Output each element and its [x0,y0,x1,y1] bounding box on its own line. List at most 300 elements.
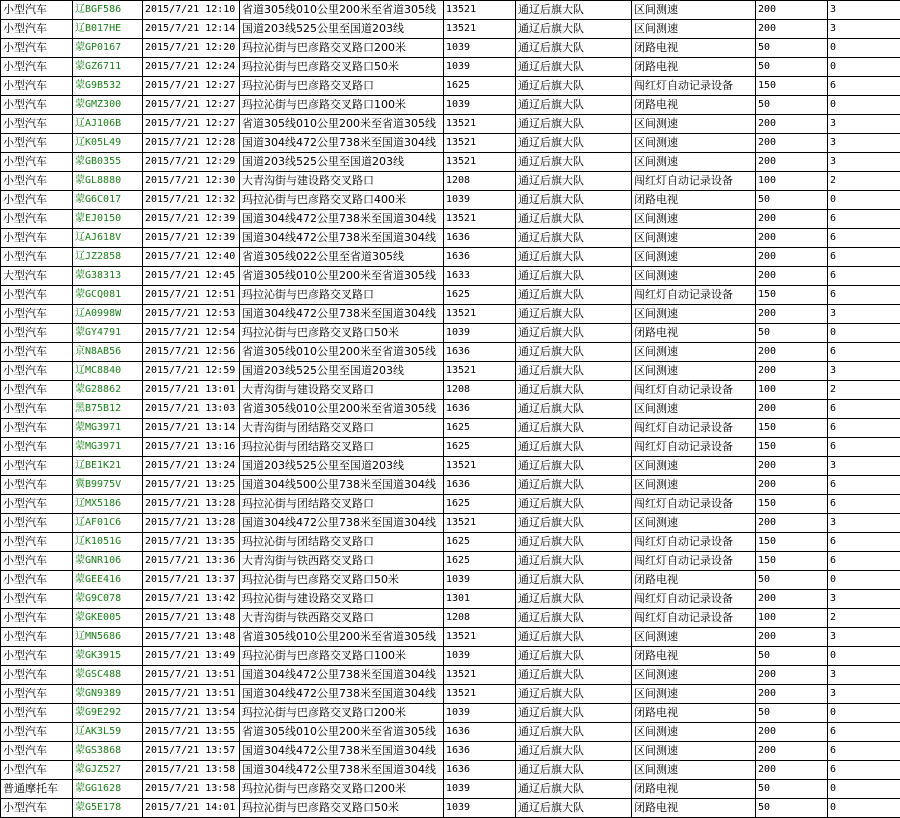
capture-method-cell[interactable]: 闯红灯自动记录设备 [632,381,756,400]
violation-time-cell[interactable]: 2015/7/21 13:58 [143,780,240,799]
location-cell[interactable]: 省道305线010公里200米至省道305线 [240,267,444,286]
violation-time-cell[interactable]: 2015/7/21 12:29 [143,153,240,172]
agency-cell[interactable]: 通辽后旗大队 [516,609,632,628]
points-cell[interactable]: 2 [828,609,900,628]
agency-cell[interactable]: 通辽后旗大队 [516,495,632,514]
location-cell[interactable]: 玛拉沁街与巴彦路交叉路口200米 [240,780,444,799]
plate-number-cell[interactable]: 蒙GN9389 [73,685,143,704]
points-cell[interactable]: 3 [828,457,900,476]
location-cell[interactable]: 大青沟街与建设路交叉路口 [240,381,444,400]
agency-cell[interactable]: 通辽后旗大队 [516,704,632,723]
capture-method-cell[interactable]: 闯红灯自动记录设备 [632,552,756,571]
capture-method-cell[interactable]: 闯红灯自动记录设备 [632,590,756,609]
violation-time-cell[interactable]: 2015/7/21 12:28 [143,134,240,153]
vehicle-type-cell[interactable]: 小型汽车 [1,96,73,115]
plate-number-cell[interactable]: 辽AJ618V [73,229,143,248]
table-row[interactable] [1,229,900,248]
table-row[interactable] [1,685,900,704]
fine-amount-cell[interactable]: 150 [756,419,828,438]
plate-number-cell[interactable]: 辽K05L49 [73,134,143,153]
location-cell[interactable]: 大青沟街与铁西路交叉路口 [240,552,444,571]
points-cell[interactable]: 6 [828,533,900,552]
violation-code-cell[interactable]: 1633 [444,267,516,286]
violation-time-cell[interactable]: 2015/7/21 12:24 [143,58,240,77]
table-row[interactable] [1,723,900,742]
points-cell[interactable]: 0 [828,571,900,590]
table-row[interactable] [1,552,900,571]
plate-number-cell[interactable]: 蒙GS3868 [73,742,143,761]
agency-cell[interactable]: 通辽后旗大队 [516,780,632,799]
agency-cell[interactable]: 通辽后旗大队 [516,210,632,229]
points-cell[interactable]: 6 [828,400,900,419]
agency-cell[interactable]: 通辽后旗大队 [516,799,632,818]
plate-number-cell[interactable]: 蒙G6C017 [73,191,143,210]
capture-method-cell[interactable]: 区间测速 [632,362,756,381]
fine-amount-cell[interactable]: 200 [756,153,828,172]
fine-amount-cell[interactable]: 150 [756,77,828,96]
violation-code-cell[interactable]: 1208 [444,172,516,191]
violation-time-cell[interactable]: 2015/7/21 12:59 [143,362,240,381]
vehicle-type-cell[interactable]: 小型汽车 [1,229,73,248]
violation-time-cell[interactable]: 2015/7/21 13:35 [143,533,240,552]
vehicle-type-cell[interactable]: 小型汽车 [1,533,73,552]
violation-code-cell[interactable]: 13521 [444,115,516,134]
violation-code-cell[interactable]: 1039 [444,571,516,590]
agency-cell[interactable]: 通辽后旗大队 [516,96,632,115]
points-cell[interactable]: 0 [828,647,900,666]
table-row[interactable] [1,343,900,362]
table-row[interactable] [1,419,900,438]
location-cell[interactable]: 玛拉沁街与巴彦路交叉路口50米 [240,324,444,343]
capture-method-cell[interactable]: 闭路电视 [632,191,756,210]
violation-code-cell[interactable]: 13521 [444,666,516,685]
plate-number-cell[interactable]: 蒙GSC488 [73,666,143,685]
points-cell[interactable]: 0 [828,191,900,210]
vehicle-type-cell[interactable]: 小型汽车 [1,172,73,191]
vehicle-type-cell[interactable]: 小型汽车 [1,552,73,571]
plate-number-cell[interactable]: 辽B017HE [73,20,143,39]
points-cell[interactable]: 3 [828,134,900,153]
agency-cell[interactable]: 通辽后旗大队 [516,419,632,438]
location-cell[interactable]: 省道305线022公里至省道305线 [240,248,444,267]
violation-time-cell[interactable]: 2015/7/21 13:36 [143,552,240,571]
agency-cell[interactable]: 通辽后旗大队 [516,191,632,210]
violation-time-cell[interactable]: 2015/7/21 13:48 [143,609,240,628]
violation-code-cell[interactable]: 13521 [444,134,516,153]
location-cell[interactable]: 玛拉沁街与巴彦路交叉路口50米 [240,571,444,590]
fine-amount-cell[interactable]: 200 [756,685,828,704]
violation-time-cell[interactable]: 2015/7/21 13:16 [143,438,240,457]
table-row[interactable] [1,381,900,400]
fine-amount-cell[interactable]: 50 [756,647,828,666]
violation-code-cell[interactable]: 1636 [444,229,516,248]
violation-code-cell[interactable]: 1039 [444,647,516,666]
fine-amount-cell[interactable]: 50 [756,324,828,343]
capture-method-cell[interactable]: 区间测速 [632,723,756,742]
capture-method-cell[interactable]: 区间测速 [632,476,756,495]
capture-method-cell[interactable]: 区间测速 [632,628,756,647]
agency-cell[interactable]: 通辽后旗大队 [516,20,632,39]
violation-code-cell[interactable]: 13521 [444,362,516,381]
points-cell[interactable]: 3 [828,153,900,172]
fine-amount-cell[interactable]: 200 [756,248,828,267]
agency-cell[interactable]: 通辽后旗大队 [516,1,632,20]
table-row[interactable] [1,115,900,134]
fine-amount-cell[interactable]: 50 [756,39,828,58]
table-row[interactable] [1,210,900,229]
violation-code-cell[interactable]: 1625 [444,533,516,552]
violation-time-cell[interactable]: 2015/7/21 13:42 [143,590,240,609]
plate-number-cell[interactable]: 黑B75B12 [73,400,143,419]
fine-amount-cell[interactable]: 50 [756,58,828,77]
location-cell[interactable]: 省道305线010公里200米至省道305线 [240,628,444,647]
table-row[interactable] [1,153,900,172]
points-cell[interactable]: 0 [828,39,900,58]
agency-cell[interactable]: 通辽后旗大队 [516,305,632,324]
capture-method-cell[interactable]: 区间测速 [632,666,756,685]
fine-amount-cell[interactable]: 200 [756,210,828,229]
violation-code-cell[interactable]: 1625 [444,438,516,457]
violation-time-cell[interactable]: 2015/7/21 13:49 [143,647,240,666]
violation-code-cell[interactable]: 1625 [444,419,516,438]
agency-cell[interactable]: 通辽后旗大队 [516,476,632,495]
table-row[interactable] [1,362,900,381]
fine-amount-cell[interactable]: 200 [756,590,828,609]
violation-code-cell[interactable]: 1636 [444,723,516,742]
location-cell[interactable]: 省道305线010公里200米至省道305线 [240,400,444,419]
plate-number-cell[interactable]: 蒙GMZ300 [73,96,143,115]
points-cell[interactable]: 6 [828,419,900,438]
fine-amount-cell[interactable]: 200 [756,1,828,20]
points-cell[interactable]: 2 [828,172,900,191]
capture-method-cell[interactable]: 区间测速 [632,229,756,248]
table-row[interactable] [1,704,900,723]
vehicle-type-cell[interactable]: 小型汽车 [1,39,73,58]
fine-amount-cell[interactable]: 200 [756,134,828,153]
capture-method-cell[interactable]: 闯红灯自动记录设备 [632,533,756,552]
plate-number-cell[interactable]: 蒙G28862 [73,381,143,400]
violation-code-cell[interactable]: 1039 [444,96,516,115]
location-cell[interactable]: 国道304线472公里738米至国道304线 [240,229,444,248]
points-cell[interactable]: 0 [828,799,900,818]
violation-time-cell[interactable]: 2015/7/21 12:27 [143,96,240,115]
points-cell[interactable]: 3 [828,20,900,39]
agency-cell[interactable]: 通辽后旗大队 [516,267,632,286]
vehicle-type-cell[interactable]: 小型汽车 [1,742,73,761]
capture-method-cell[interactable]: 区间测速 [632,761,756,780]
capture-method-cell[interactable]: 闯红灯自动记录设备 [632,286,756,305]
location-cell[interactable]: 国道203线525公里至国道203线 [240,457,444,476]
violation-code-cell[interactable]: 13521 [444,20,516,39]
vehicle-type-cell[interactable]: 大型汽车 [1,267,73,286]
plate-number-cell[interactable]: 辽A0998W [73,305,143,324]
violation-code-cell[interactable]: 1039 [444,39,516,58]
plate-number-cell[interactable]: 京N8AB56 [73,343,143,362]
fine-amount-cell[interactable]: 200 [756,514,828,533]
vehicle-type-cell[interactable]: 小型汽车 [1,286,73,305]
plate-number-cell[interactable]: 蒙GJZ527 [73,761,143,780]
table-row[interactable] [1,438,900,457]
violation-time-cell[interactable]: 2015/7/21 13:01 [143,381,240,400]
table-row[interactable] [1,533,900,552]
location-cell[interactable]: 玛拉沁街与巴彦路交叉路口100米 [240,647,444,666]
agency-cell[interactable]: 通辽后旗大队 [516,39,632,58]
fine-amount-cell[interactable]: 50 [756,96,828,115]
agency-cell[interactable]: 通辽后旗大队 [516,286,632,305]
vehicle-type-cell[interactable]: 小型汽车 [1,77,73,96]
capture-method-cell[interactable]: 区间测速 [632,248,756,267]
vehicle-type-cell[interactable]: 小型汽车 [1,362,73,381]
violation-code-cell[interactable]: 13521 [444,210,516,229]
points-cell[interactable]: 6 [828,248,900,267]
violation-code-cell[interactable]: 1636 [444,476,516,495]
location-cell[interactable]: 大青沟街与铁西路交叉路口 [240,609,444,628]
fine-amount-cell[interactable]: 50 [756,191,828,210]
table-row[interactable] [1,20,900,39]
table-row[interactable] [1,628,900,647]
fine-amount-cell[interactable]: 100 [756,172,828,191]
vehicle-type-cell[interactable]: 小型汽车 [1,210,73,229]
violation-code-cell[interactable]: 13521 [444,305,516,324]
violation-code-cell[interactable]: 1039 [444,704,516,723]
points-cell[interactable]: 6 [828,229,900,248]
violation-time-cell[interactable]: 2015/7/21 13:28 [143,514,240,533]
location-cell[interactable]: 玛拉沁街与巴彦路交叉路口 [240,286,444,305]
vehicle-type-cell[interactable]: 小型汽车 [1,495,73,514]
capture-method-cell[interactable]: 区间测速 [632,134,756,153]
violation-code-cell[interactable]: 1625 [444,77,516,96]
capture-method-cell[interactable]: 区间测速 [632,742,756,761]
points-cell[interactable]: 6 [828,552,900,571]
vehicle-type-cell[interactable]: 小型汽车 [1,476,73,495]
fine-amount-cell[interactable]: 100 [756,381,828,400]
points-cell[interactable]: 0 [828,58,900,77]
plate-number-cell[interactable]: 辽MC8840 [73,362,143,381]
vehicle-type-cell[interactable]: 小型汽车 [1,799,73,818]
table-row[interactable] [1,248,900,267]
plate-number-cell[interactable]: 辽BE1K21 [73,457,143,476]
table-row[interactable] [1,571,900,590]
agency-cell[interactable]: 通辽后旗大队 [516,381,632,400]
fine-amount-cell[interactable]: 200 [756,229,828,248]
fine-amount-cell[interactable]: 50 [756,799,828,818]
violation-code-cell[interactable]: 1636 [444,343,516,362]
violation-time-cell[interactable]: 2015/7/21 12:39 [143,210,240,229]
points-cell[interactable]: 3 [828,685,900,704]
plate-number-cell[interactable]: 蒙GL8880 [73,172,143,191]
capture-method-cell[interactable]: 闭路电视 [632,799,756,818]
violation-code-cell[interactable]: 1039 [444,780,516,799]
fine-amount-cell[interactable]: 50 [756,780,828,799]
table-row[interactable] [1,134,900,153]
fine-amount-cell[interactable]: 200 [756,628,828,647]
fine-amount-cell[interactable]: 200 [756,742,828,761]
fine-amount-cell[interactable]: 150 [756,286,828,305]
capture-method-cell[interactable]: 闭路电视 [632,571,756,590]
agency-cell[interactable]: 通辽后旗大队 [516,153,632,172]
violation-code-cell[interactable]: 1625 [444,286,516,305]
capture-method-cell[interactable]: 闭路电视 [632,780,756,799]
location-cell[interactable]: 省道305线010公里200米至省道305线 [240,343,444,362]
table-row[interactable] [1,761,900,780]
location-cell[interactable]: 国道304线472公里738米至国道304线 [240,514,444,533]
agency-cell[interactable]: 通辽后旗大队 [516,134,632,153]
violation-time-cell[interactable]: 2015/7/21 12:27 [143,115,240,134]
table-row[interactable] [1,58,900,77]
violation-time-cell[interactable]: 2015/7/21 13:28 [143,495,240,514]
agency-cell[interactable]: 通辽后旗大队 [516,571,632,590]
capture-method-cell[interactable]: 区间测速 [632,685,756,704]
location-cell[interactable]: 玛拉沁街与巴彦路交叉路口 [240,77,444,96]
plate-number-cell[interactable]: 蒙G9E292 [73,704,143,723]
fine-amount-cell[interactable]: 150 [756,495,828,514]
agency-cell[interactable]: 通辽后旗大队 [516,514,632,533]
location-cell[interactable]: 省道305线010公里200米至省道305线 [240,115,444,134]
violation-time-cell[interactable]: 2015/7/21 12:53 [143,305,240,324]
vehicle-type-cell[interactable]: 小型汽车 [1,685,73,704]
vehicle-type-cell[interactable]: 小型汽车 [1,400,73,419]
fine-amount-cell[interactable]: 50 [756,704,828,723]
fine-amount-cell[interactable]: 200 [756,343,828,362]
fine-amount-cell[interactable]: 200 [756,267,828,286]
table-row[interactable] [1,191,900,210]
violation-time-cell[interactable]: 2015/7/21 13:57 [143,742,240,761]
location-cell[interactable]: 国道203线525公里至国道203线 [240,153,444,172]
violation-code-cell[interactable]: 1039 [444,324,516,343]
points-cell[interactable]: 3 [828,666,900,685]
points-cell[interactable]: 3 [828,628,900,647]
points-cell[interactable]: 6 [828,742,900,761]
violation-time-cell[interactable]: 2015/7/21 12:45 [143,267,240,286]
violation-code-cell[interactable]: 1039 [444,799,516,818]
location-cell[interactable]: 大青沟街与建设路交叉路口 [240,172,444,191]
capture-method-cell[interactable]: 区间测速 [632,1,756,20]
table-row[interactable] [1,609,900,628]
table-row[interactable] [1,780,900,799]
vehicle-type-cell[interactable]: 小型汽车 [1,609,73,628]
plate-number-cell[interactable]: 辽MX5186 [73,495,143,514]
agency-cell[interactable]: 通辽后旗大队 [516,628,632,647]
table-row[interactable] [1,742,900,761]
violation-code-cell[interactable]: 1208 [444,609,516,628]
vehicle-type-cell[interactable]: 普通摩托车 [1,780,73,799]
plate-number-cell[interactable]: 蒙G9C078 [73,590,143,609]
violation-time-cell[interactable]: 2015/7/21 13:25 [143,476,240,495]
violation-time-cell[interactable]: 2015/7/21 12:10 [143,1,240,20]
capture-method-cell[interactable]: 区间测速 [632,153,756,172]
location-cell[interactable]: 玛拉沁街与巴彦路交叉路口200米 [240,704,444,723]
table-row[interactable] [1,457,900,476]
violation-time-cell[interactable]: 2015/7/21 13:37 [143,571,240,590]
table-row[interactable] [1,305,900,324]
vehicle-type-cell[interactable]: 小型汽车 [1,1,73,20]
points-cell[interactable]: 3 [828,1,900,20]
points-cell[interactable]: 6 [828,476,900,495]
plate-number-cell[interactable]: 蒙MG3971 [73,438,143,457]
table-row[interactable] [1,666,900,685]
capture-method-cell[interactable]: 闭路电视 [632,96,756,115]
capture-method-cell[interactable]: 区间测速 [632,267,756,286]
table-row[interactable] [1,647,900,666]
plate-number-cell[interactable]: 冀B9975V [73,476,143,495]
violation-code-cell[interactable]: 13521 [444,628,516,647]
agency-cell[interactable]: 通辽后旗大队 [516,723,632,742]
vehicle-type-cell[interactable]: 小型汽车 [1,628,73,647]
location-cell[interactable]: 玛拉沁街与建设路交叉路口 [240,590,444,609]
agency-cell[interactable]: 通辽后旗大队 [516,115,632,134]
agency-cell[interactable]: 通辽后旗大队 [516,58,632,77]
vehicle-type-cell[interactable]: 小型汽车 [1,115,73,134]
violation-code-cell[interactable]: 1636 [444,248,516,267]
vehicle-type-cell[interactable]: 小型汽车 [1,438,73,457]
violation-code-cell[interactable]: 13521 [444,1,516,20]
capture-method-cell[interactable]: 闯红灯自动记录设备 [632,438,756,457]
capture-method-cell[interactable]: 区间测速 [632,514,756,533]
vehicle-type-cell[interactable]: 小型汽车 [1,20,73,39]
agency-cell[interactable]: 通辽后旗大队 [516,742,632,761]
agency-cell[interactable]: 通辽后旗大队 [516,552,632,571]
capture-method-cell[interactable]: 闯红灯自动记录设备 [632,419,756,438]
points-cell[interactable]: 3 [828,305,900,324]
plate-number-cell[interactable]: 蒙GP0167 [73,39,143,58]
agency-cell[interactable]: 通辽后旗大队 [516,400,632,419]
points-cell[interactable]: 6 [828,210,900,229]
fine-amount-cell[interactable]: 200 [756,115,828,134]
location-cell[interactable]: 国道304线472公里738米至国道304线 [240,134,444,153]
capture-method-cell[interactable]: 闭路电视 [632,39,756,58]
capture-method-cell[interactable]: 闭路电视 [632,324,756,343]
vehicle-type-cell[interactable]: 小型汽车 [1,58,73,77]
capture-method-cell[interactable]: 闯红灯自动记录设备 [632,172,756,191]
location-cell[interactable]: 国道304线472公里738米至国道304线 [240,210,444,229]
capture-method-cell[interactable]: 闯红灯自动记录设备 [632,609,756,628]
agency-cell[interactable]: 通辽后旗大队 [516,590,632,609]
capture-method-cell[interactable]: 闯红灯自动记录设备 [632,77,756,96]
violation-code-cell[interactable]: 1625 [444,495,516,514]
vehicle-type-cell[interactable]: 小型汽车 [1,248,73,267]
table-row[interactable] [1,1,900,20]
location-cell[interactable]: 玛拉沁街与团结路交叉路口 [240,495,444,514]
location-cell[interactable]: 玛拉沁街与巴彦路交叉路口400米 [240,191,444,210]
table-row[interactable] [1,77,900,96]
location-cell[interactable]: 玛拉沁街与巴彦路交叉路口200米 [240,39,444,58]
points-cell[interactable]: 0 [828,324,900,343]
plate-number-cell[interactable]: 蒙G5E178 [73,799,143,818]
violation-code-cell[interactable]: 1208 [444,381,516,400]
vehicle-type-cell[interactable]: 小型汽车 [1,514,73,533]
fine-amount-cell[interactable]: 200 [756,476,828,495]
violation-time-cell[interactable]: 2015/7/21 13:14 [143,419,240,438]
violation-code-cell[interactable]: 1039 [444,191,516,210]
agency-cell[interactable]: 通辽后旗大队 [516,666,632,685]
location-cell[interactable]: 国道203线525公里至国道203线 [240,362,444,381]
violation-code-cell[interactable]: 13521 [444,457,516,476]
agency-cell[interactable]: 通辽后旗大队 [516,172,632,191]
vehicle-type-cell[interactable]: 小型汽车 [1,305,73,324]
violation-code-cell[interactable]: 1301 [444,590,516,609]
fine-amount-cell[interactable]: 150 [756,533,828,552]
points-cell[interactable]: 6 [828,723,900,742]
violation-time-cell[interactable]: 2015/7/21 14:01 [143,799,240,818]
violation-time-cell[interactable]: 2015/7/21 13:51 [143,666,240,685]
points-cell[interactable]: 6 [828,761,900,780]
plate-number-cell[interactable]: 蒙GCQ081 [73,286,143,305]
violation-time-cell[interactable]: 2015/7/21 12:56 [143,343,240,362]
violation-time-cell[interactable]: 2015/7/21 12:30 [143,172,240,191]
violation-time-cell[interactable]: 2015/7/21 12:32 [143,191,240,210]
agency-cell[interactable]: 通辽后旗大队 [516,362,632,381]
capture-method-cell[interactable]: 区间测速 [632,115,756,134]
